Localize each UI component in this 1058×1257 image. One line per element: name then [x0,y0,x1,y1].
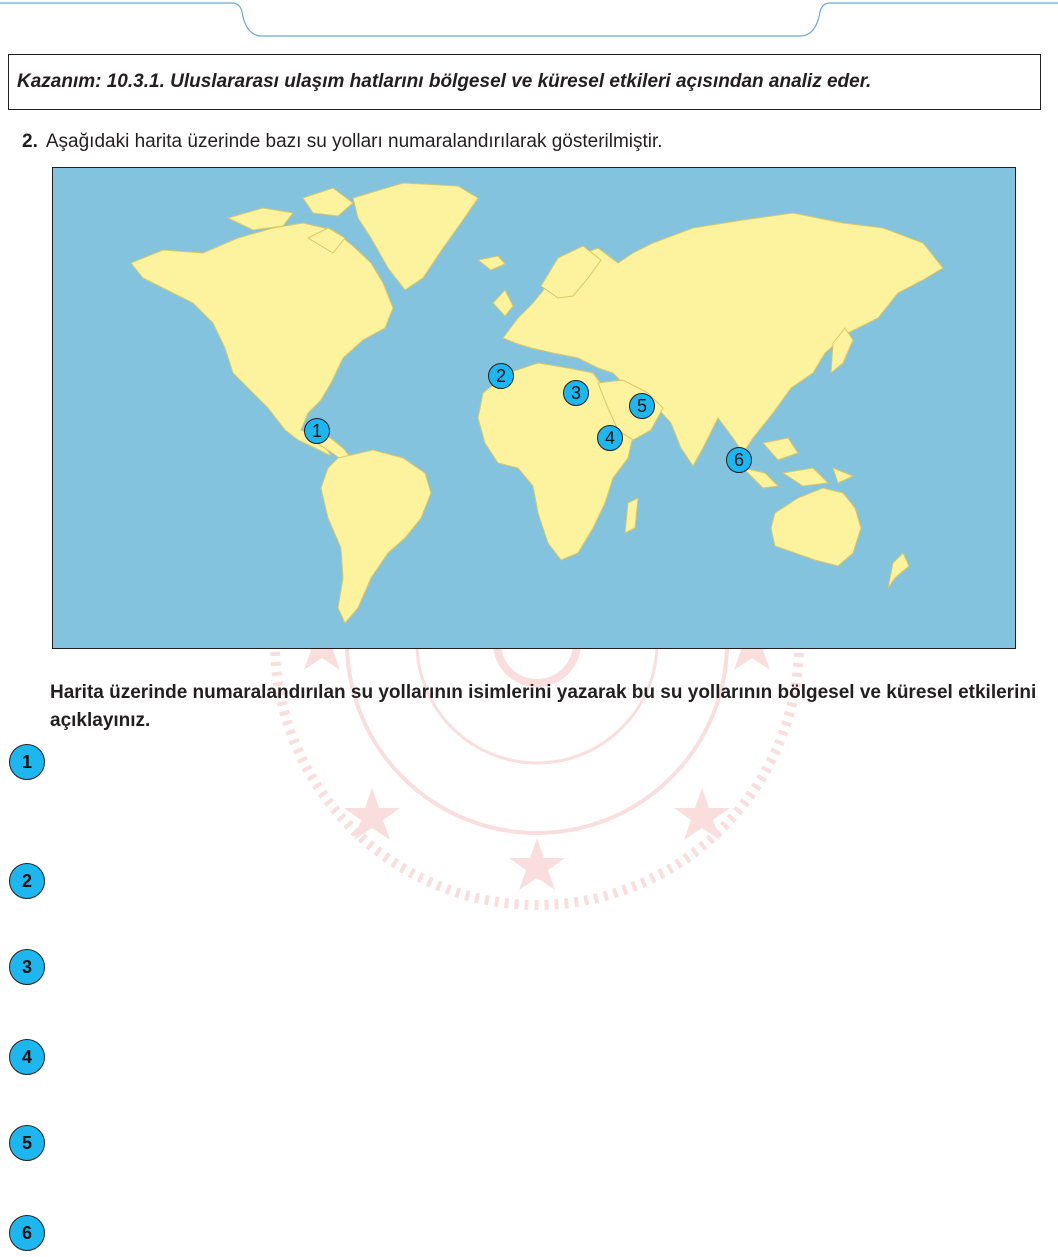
answer-instruction: Harita üzerinde numaralandırılan su yollarının isimlerini yazarak bu su yollarının bölgesel ve küresel etkilerini açıklayınız. [50,682,1037,731]
answer-number-6: 6 [9,1215,45,1251]
question-prompt [22,131,663,153]
indonesia-islands [743,438,853,488]
answer-row-4 [9,1039,45,1075]
map-marker-1: 1 [304,418,330,444]
answer-number-2: 2 [9,863,45,899]
answer-number-3: 3 [9,949,45,985]
header-decoration [0,0,1058,40]
answer-number-4: 4 [9,1039,45,1075]
south-america-landmass [321,450,431,623]
madagascar-landmass [625,498,638,533]
world-map-drawing [53,168,1016,649]
learning-outcome-box [8,54,1041,110]
answer-row-2 [9,863,45,899]
answer-row-3 [9,949,45,985]
world-map [52,167,1016,649]
answer-number-5: 5 [9,1125,45,1161]
question-text: Aşağıdaki harita üzerinde bazı su yolları numaralandırılarak gösterilmiştir. [45,131,663,152]
map-marker-4: 4 [597,425,623,451]
answer-row-6 [9,1215,45,1251]
map-marker-3: 3 [563,380,589,406]
britain-landmass [493,290,513,316]
answer-row-5 [9,1125,45,1161]
answer-row-1 [9,744,45,780]
australia-landmass [771,488,861,566]
answer-number-1: 1 [9,744,45,780]
map-marker-6: 6 [726,447,752,473]
map-marker-5: 5 [629,393,655,419]
question-number: 2. [22,131,38,152]
learning-outcome-text: Kazanım: 10.3.1. Uluslararası ulaşım hatlarını bölgesel ve küresel etkileri açısından analiz eder. [17,71,872,92]
map-marker-2: 2 [488,363,514,389]
north-america-landmass [131,223,393,456]
iceland-landmass [478,256,505,270]
new-zealand-landmass [888,553,909,588]
